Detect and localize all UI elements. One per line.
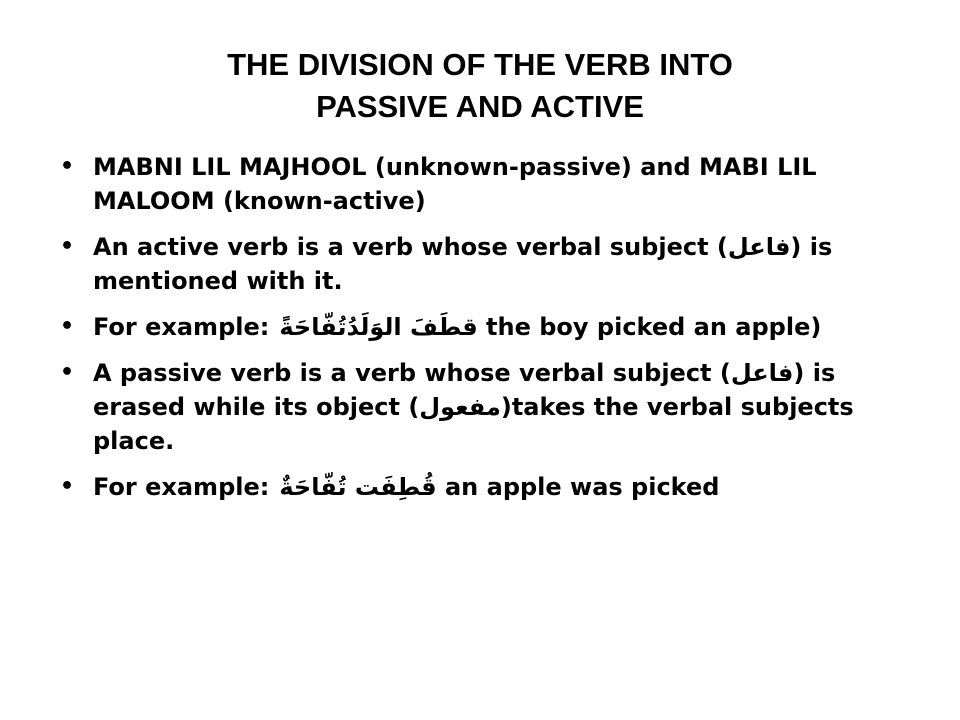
bullet-text: an apple was picked (444, 473, 720, 501)
slide-title (80, 44, 880, 128)
arabic-term: فاعل (727, 233, 791, 261)
bullet-text: For example: (93, 313, 270, 341)
bullet-dot-icon: • (60, 360, 75, 385)
bullet-text: ) is erased while its object ( (93, 359, 836, 421)
arabic-example: قطَفَ الوَلَدُتُفّاحَةً (279, 313, 478, 341)
bullet-text: An active verb is a verb whose verbal subject ( (93, 233, 728, 261)
bullet-text: the boy picked an apple) (486, 313, 822, 341)
bullet-dot-icon: • (60, 314, 75, 339)
bullet-item (60, 470, 910, 504)
bullet-text: For example: (93, 473, 270, 501)
bullet-item (60, 230, 910, 298)
title-line-1: THE DIVISION OF THE VERB INTO (227, 47, 733, 82)
bullet-item (60, 310, 910, 344)
bullet-list (60, 150, 910, 516)
bullet-dot-icon: • (60, 474, 75, 499)
arabic-term: فاعل (730, 359, 794, 387)
bullet-dot-icon: • (60, 154, 75, 179)
bullet-dot-icon: • (60, 234, 75, 259)
bullet-item (60, 356, 910, 458)
arabic-example: قُطِفَت تُفّاحَةٌ (279, 473, 437, 501)
title-line-2: PASSIVE AND ACTIVE (316, 89, 644, 124)
bullet-text: MABNI LIL MAJHOOL (unknown-passive) and MABI LIL MALOOM (known-active) (93, 153, 817, 215)
arabic-term: مفعول (419, 393, 501, 421)
bullet-text: A passive verb is a verb whose verbal subject ( (93, 359, 731, 387)
bullet-text: ) is mentioned with it. (93, 233, 833, 295)
bullet-text: )takes the verbal subjects place. (93, 393, 854, 455)
bullet-item (60, 150, 910, 218)
